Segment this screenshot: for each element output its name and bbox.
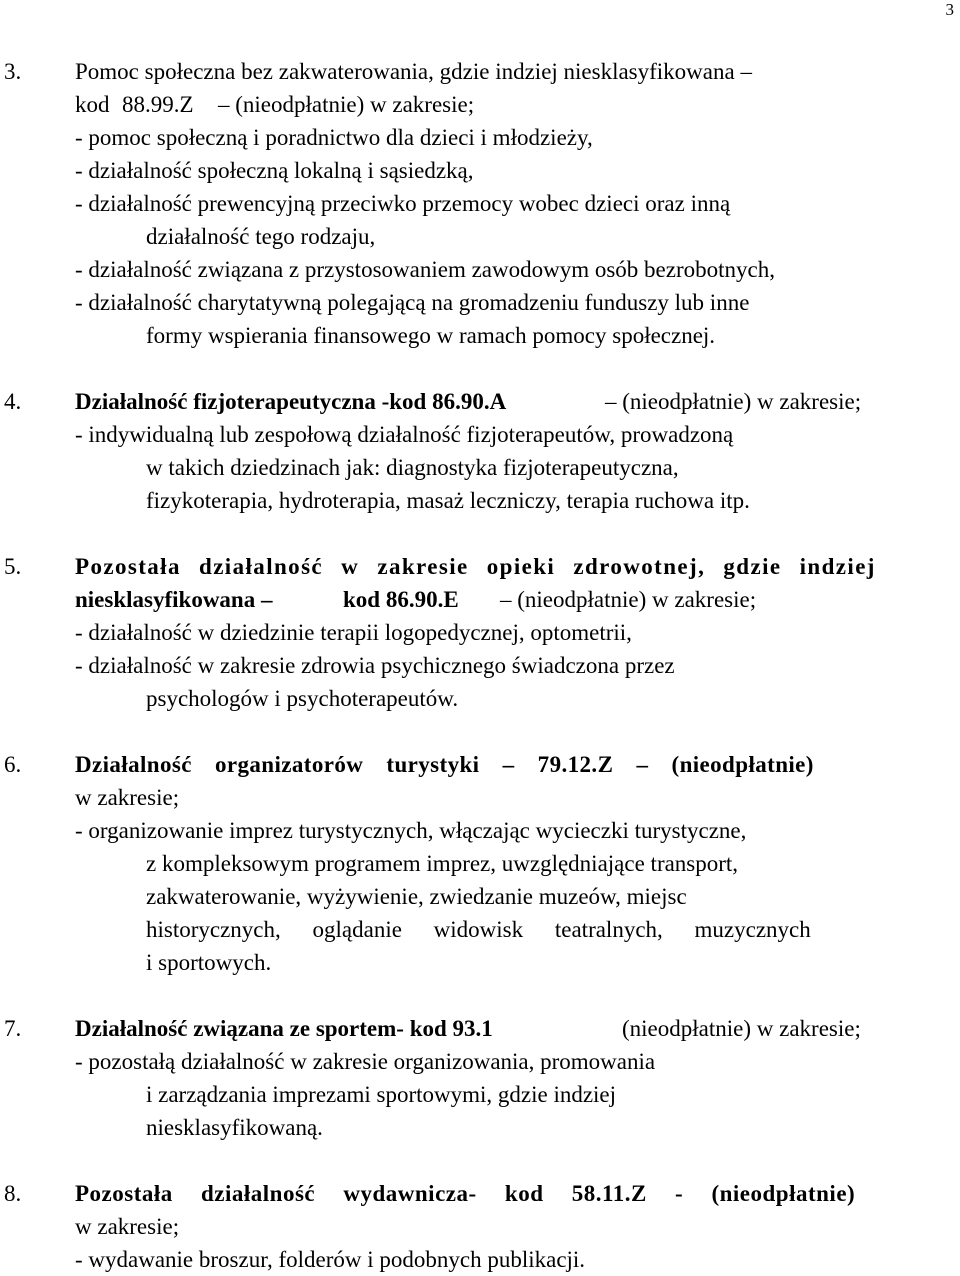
section-scope: (nieodpłatnie) w zakresie; <box>622 1016 861 1041</box>
section-8-heading <box>0 1177 960 1210</box>
list-item: - indywidualną lub zespołową działalność fizjoterapeutów, prowadzoną <box>75 422 734 447</box>
section-code: 88.99.Z <box>122 92 194 117</box>
section-3-heading <box>0 55 960 88</box>
list-item: - pomoc społeczną i poradnictwo dla dzieci i młodzieży, <box>75 125 593 150</box>
section-title: Pozostała działalność wydawnicza- kod 58.11.Z - (nieodpłatnie) <box>75 1181 856 1206</box>
list-item-continuation: i zarządzania imprezami sportowymi, gdzie indziej <box>146 1082 617 1107</box>
section-7-heading <box>0 1012 960 1045</box>
section-scope: – (nieodpłatnie) w zakresie; <box>500 587 757 612</box>
list-item: - działalność społeczną lokalną i sąsiedzką, <box>75 158 474 183</box>
section-scope: w zakresie; <box>75 785 180 810</box>
page-number: 3 <box>945 0 954 19</box>
section-number: 3. <box>4 59 22 84</box>
list-item-continuation: w takich dziedzinach jak: diagnostyka fizjoterapeutyczna, <box>146 455 679 480</box>
list-item-continuation: niesklasyfikowaną. <box>146 1115 323 1140</box>
list-item: - działalność związana z przystosowaniem zawodowym osób bezrobotnych, <box>75 257 775 282</box>
section-title-cont: niesklasyfikowana – <box>75 587 273 612</box>
list-item: - wydawanie broszur, folderów i podobnych publikacji. <box>75 1247 586 1272</box>
list-item-continuation: zakwaterowanie, wyżywienie, zwiedzanie muzeów, miejsc <box>146 884 687 909</box>
list-item-continuation: z kompleksowym programem imprez, uwzględniające transport, <box>146 851 739 876</box>
section-number: 7. <box>4 1016 22 1041</box>
section-number: 8. <box>4 1181 22 1206</box>
list-item: - działalność w zakresie zdrowia psychicznego świadczona przez <box>75 653 675 678</box>
section-number: 5. <box>4 554 22 579</box>
section-code: kod 86.90.E <box>343 587 459 612</box>
section-5-code-line <box>0 583 960 616</box>
list-item-continuation: fizykoterapia, hydroterapia, masaż leczniczy, terapia ruchowa itp. <box>146 488 750 513</box>
list-item: - pozostałą działalność w zakresie organizowania, promowania <box>75 1049 656 1074</box>
section-number: 6. <box>4 752 22 777</box>
section-6-heading <box>0 748 960 781</box>
list-item-continuation: psychologów i psychoterapeutów. <box>146 686 459 711</box>
list-item-continuation: i sportowych. <box>146 950 272 975</box>
section-3-code-line <box>0 88 960 121</box>
list-item: - działalność charytatywną polegającą na gromadzeniu funduszy lub inne <box>75 290 750 315</box>
section-4-heading <box>0 385 960 418</box>
section-title: Pomoc społeczna bez zakwaterowania, gdzie indziej niesklasyfikowana – <box>75 59 752 84</box>
section-title: Pozostała działalność w zakresie opieki zdrowotnej, gdzie indziej <box>75 554 876 579</box>
section-scope: – (nieodpłatnie) w zakresie; <box>218 92 475 117</box>
section-number: 4. <box>4 389 22 414</box>
section-scope: – (nieodpłatnie) w zakresie; <box>605 389 862 414</box>
list-item: - organizowanie imprez turystycznych, włączając wycieczki turystyczne, <box>75 818 747 843</box>
code-label: kod <box>75 92 110 117</box>
list-item: - działalność prewencyjną przeciwko przemocy wobec dzieci oraz inną <box>75 191 731 216</box>
section-5-heading <box>0 550 960 583</box>
list-item-continuation: formy wspierania finansowego w ramach pomocy społecznej. <box>146 323 716 348</box>
section-scope: w zakresie; <box>75 1214 180 1239</box>
list-item: - działalność w dziedzinie terapii logopedycznej, optometrii, <box>75 620 632 645</box>
section-title: Działalność organizatorów turystyki – 79.12.Z – (nieodpłatnie) <box>75 752 814 777</box>
section-title: Działalność związana ze sportem- kod 93.1 <box>75 1016 493 1041</box>
list-item-continuation: działalność tego rodzaju, <box>146 224 376 249</box>
list-item-continuation: historycznych, oglądanie widowisk teatralnych, muzycznych <box>146 917 811 942</box>
section-title: Działalność fizjoterapeutyczna -kod 86.90.A <box>75 389 507 414</box>
